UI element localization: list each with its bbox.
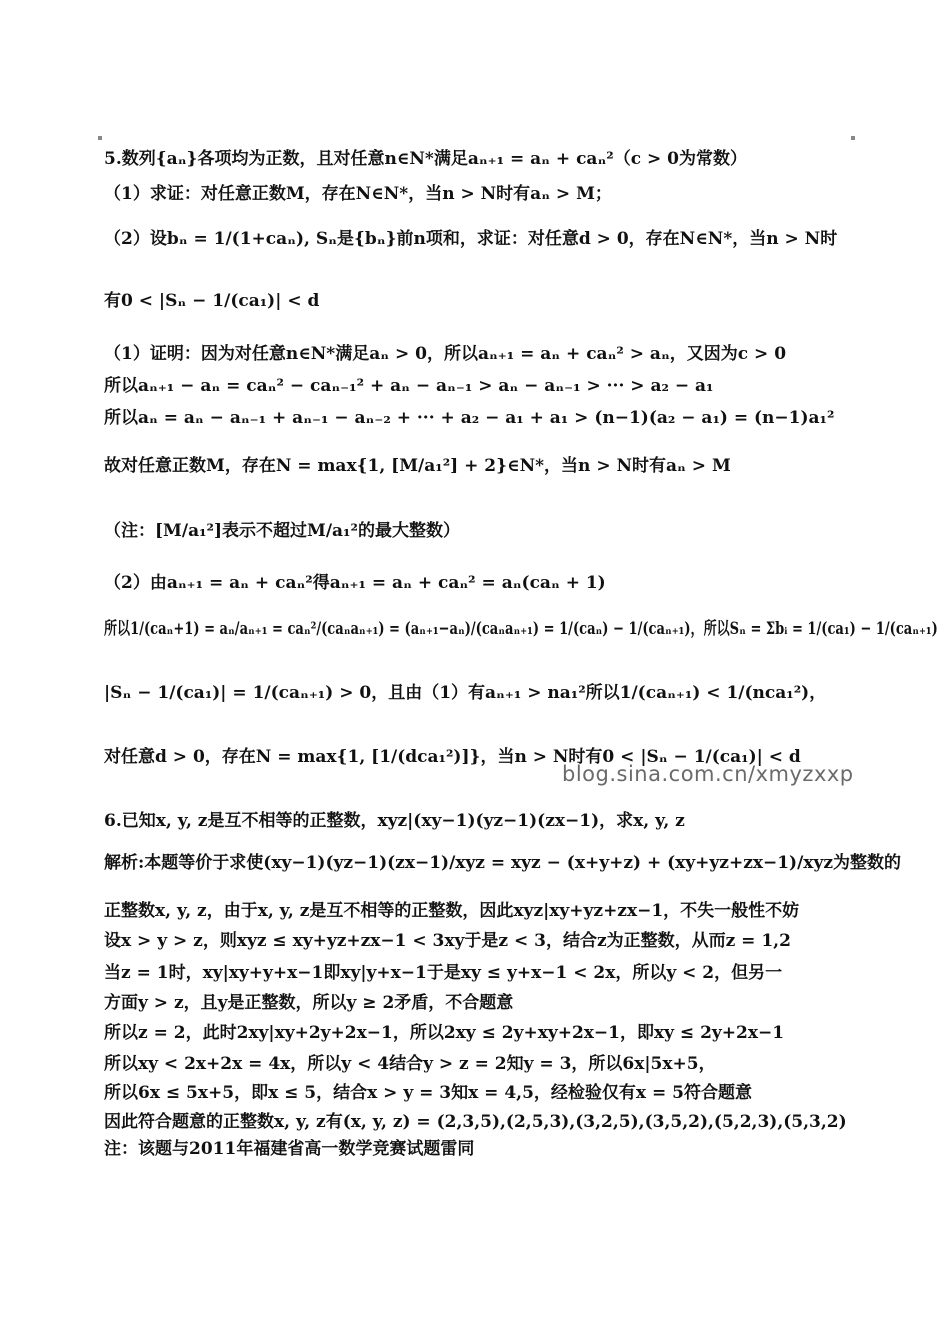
problem-5-question-2: （2）设bₙ = 1/(1+caₙ), Sₙ是{bₙ}前n项和，求证：对任意d > 0，存在N∈N*，当n > N时 (104, 229, 838, 249)
corner-mark-left (98, 136, 102, 140)
solution-5-line-8: |Sₙ − 1/(ca₁)| = 1/(caₙ₊₁) > 0，且由（1）有aₙ₊₁ > na₁²所以1/(caₙ₊₁) < 1/(nca₁²)， (104, 683, 827, 703)
solution-6-line-8: 所以6x ≤ 5x+5，即x ≤ 5，结合x > y = 3知x = 4,5，经检验仅有x = 5符合题意 (104, 1083, 752, 1103)
solution-6-line-1: 解析:本题等价于求使(xy−1)(yz−1)(zx−1)/xyz = xyz − (x+y+z) + (xy+yz+zx−1)/xyz为整数的 (104, 853, 901, 873)
solution-6-line-3: 设x > y > z，则xyz ≤ xy+yz+zx−1 < 3xy于是z < 3，结合z为正整数，从而z = 1,2 (104, 931, 791, 951)
problem-5-question-1: （1）求证：对任意正数M，存在N∈N*，当n > N时有aₙ > M； (104, 184, 612, 204)
solution-6-line-9: 因此符合题意的正整数x, y, z有(x, y, z) = (2,3,5),(2,5,3),(3,2,5),(3,5,2),(5,2,3),(5,3,2) (104, 1112, 847, 1132)
solution-6-line-5: 方面y > z，且y是正整数，所以y ≥ 2矛盾，不合题意 (104, 993, 514, 1013)
problem-6-title: 6.已知x, y, z是互不相等的正整数，xyz|(xy−1)(yz−1)(zx−1)，求x, y, z (104, 811, 685, 831)
solution-5-line-4: 故对任意正数M，存在N = max{1, [M/a₁²] + 2}∈N*，当n > N时有aₙ > M (104, 456, 731, 476)
solution-5-note: （注：[M/a₁²]表示不超过M/a₁²的最大整数） (104, 521, 460, 541)
solution-5-line-6: （2）由aₙ₊₁ = aₙ + caₙ²得aₙ₊₁ = aₙ + caₙ² = aₙ(caₙ + 1) (104, 573, 606, 593)
solution-5-line-9: 对任意d > 0，存在N = max{1, [1/(dca₁²)]}，当n > N时有0 < |Sₙ − 1/(ca₁)| < d (104, 747, 801, 767)
solution-6-line-6: 所以z = 2，此时2xy|xy+2y+2x−1，所以2xy ≤ 2y+xy+2x−1，即xy ≤ 2y+2x−1 (104, 1023, 785, 1043)
solution-6-line-2: 正整数x, y, z，由于x, y, z是互不相等的正整数，因此xyz|xy+yz+zx−1，不失一般性不妨 (104, 901, 800, 921)
problem-5-title: 5.数列{aₙ}各项均为正数，且对任意n∈N*满足aₙ₊₁ = aₙ + caₙ²（c > 0为常数） (104, 149, 747, 169)
problem-5-question-2-cont: 有0 < |Sₙ − 1/(ca₁)| < d (104, 291, 320, 311)
solution-5-line-7: 所以1/(caₙ+1) = aₙ/aₙ₊₁ = caₙ²/(caₙaₙ₊₁) = (aₙ₊₁−aₙ)/(caₙaₙ₊₁) = 1/(caₙ) − 1/(caₙ₊₁)，所以Sₙ = Σbᵢ = 1/(ca₁) − 1/(caₙ₊₁) (104, 619, 938, 639)
solution-6-line-4: 当z = 1时，xy|xy+y+x−1即xy|y+x−1于是xy ≤ y+x−1 < 2x，所以y < 2，但另一 (104, 963, 783, 983)
solution-6-line-7: 所以xy < 2x+2x = 4x，所以y < 4结合y > z = 2知y = 3，所以6x|5x+5， (104, 1054, 716, 1074)
solution-5-line-1: （1）证明：因为对任意n∈N*满足aₙ > 0，所以aₙ₊₁ = aₙ + caₙ² > aₙ，又因为c > 0 (104, 344, 787, 364)
solution-5-line-2: 所以aₙ₊₁ − aₙ = caₙ² − caₙ₋₁² + aₙ − aₙ₋₁ > aₙ − aₙ₋₁ > ··· > a₂ − a₁ (104, 376, 714, 396)
solution-6-note: 注：该题与2011年福建省高一数学竞赛试题雷同 (104, 1139, 475, 1159)
blog-watermark: blog.sina.com.cn/xmyzxxp (562, 762, 854, 786)
corner-mark-right (851, 136, 855, 140)
solution-5-line-3: 所以aₙ = aₙ − aₙ₋₁ + aₙ₋₁ − aₙ₋₂ + ··· + a₂ − a₁ + a₁ > (n−1)(a₂ − a₁) = (n−1)a₁² (104, 408, 835, 428)
